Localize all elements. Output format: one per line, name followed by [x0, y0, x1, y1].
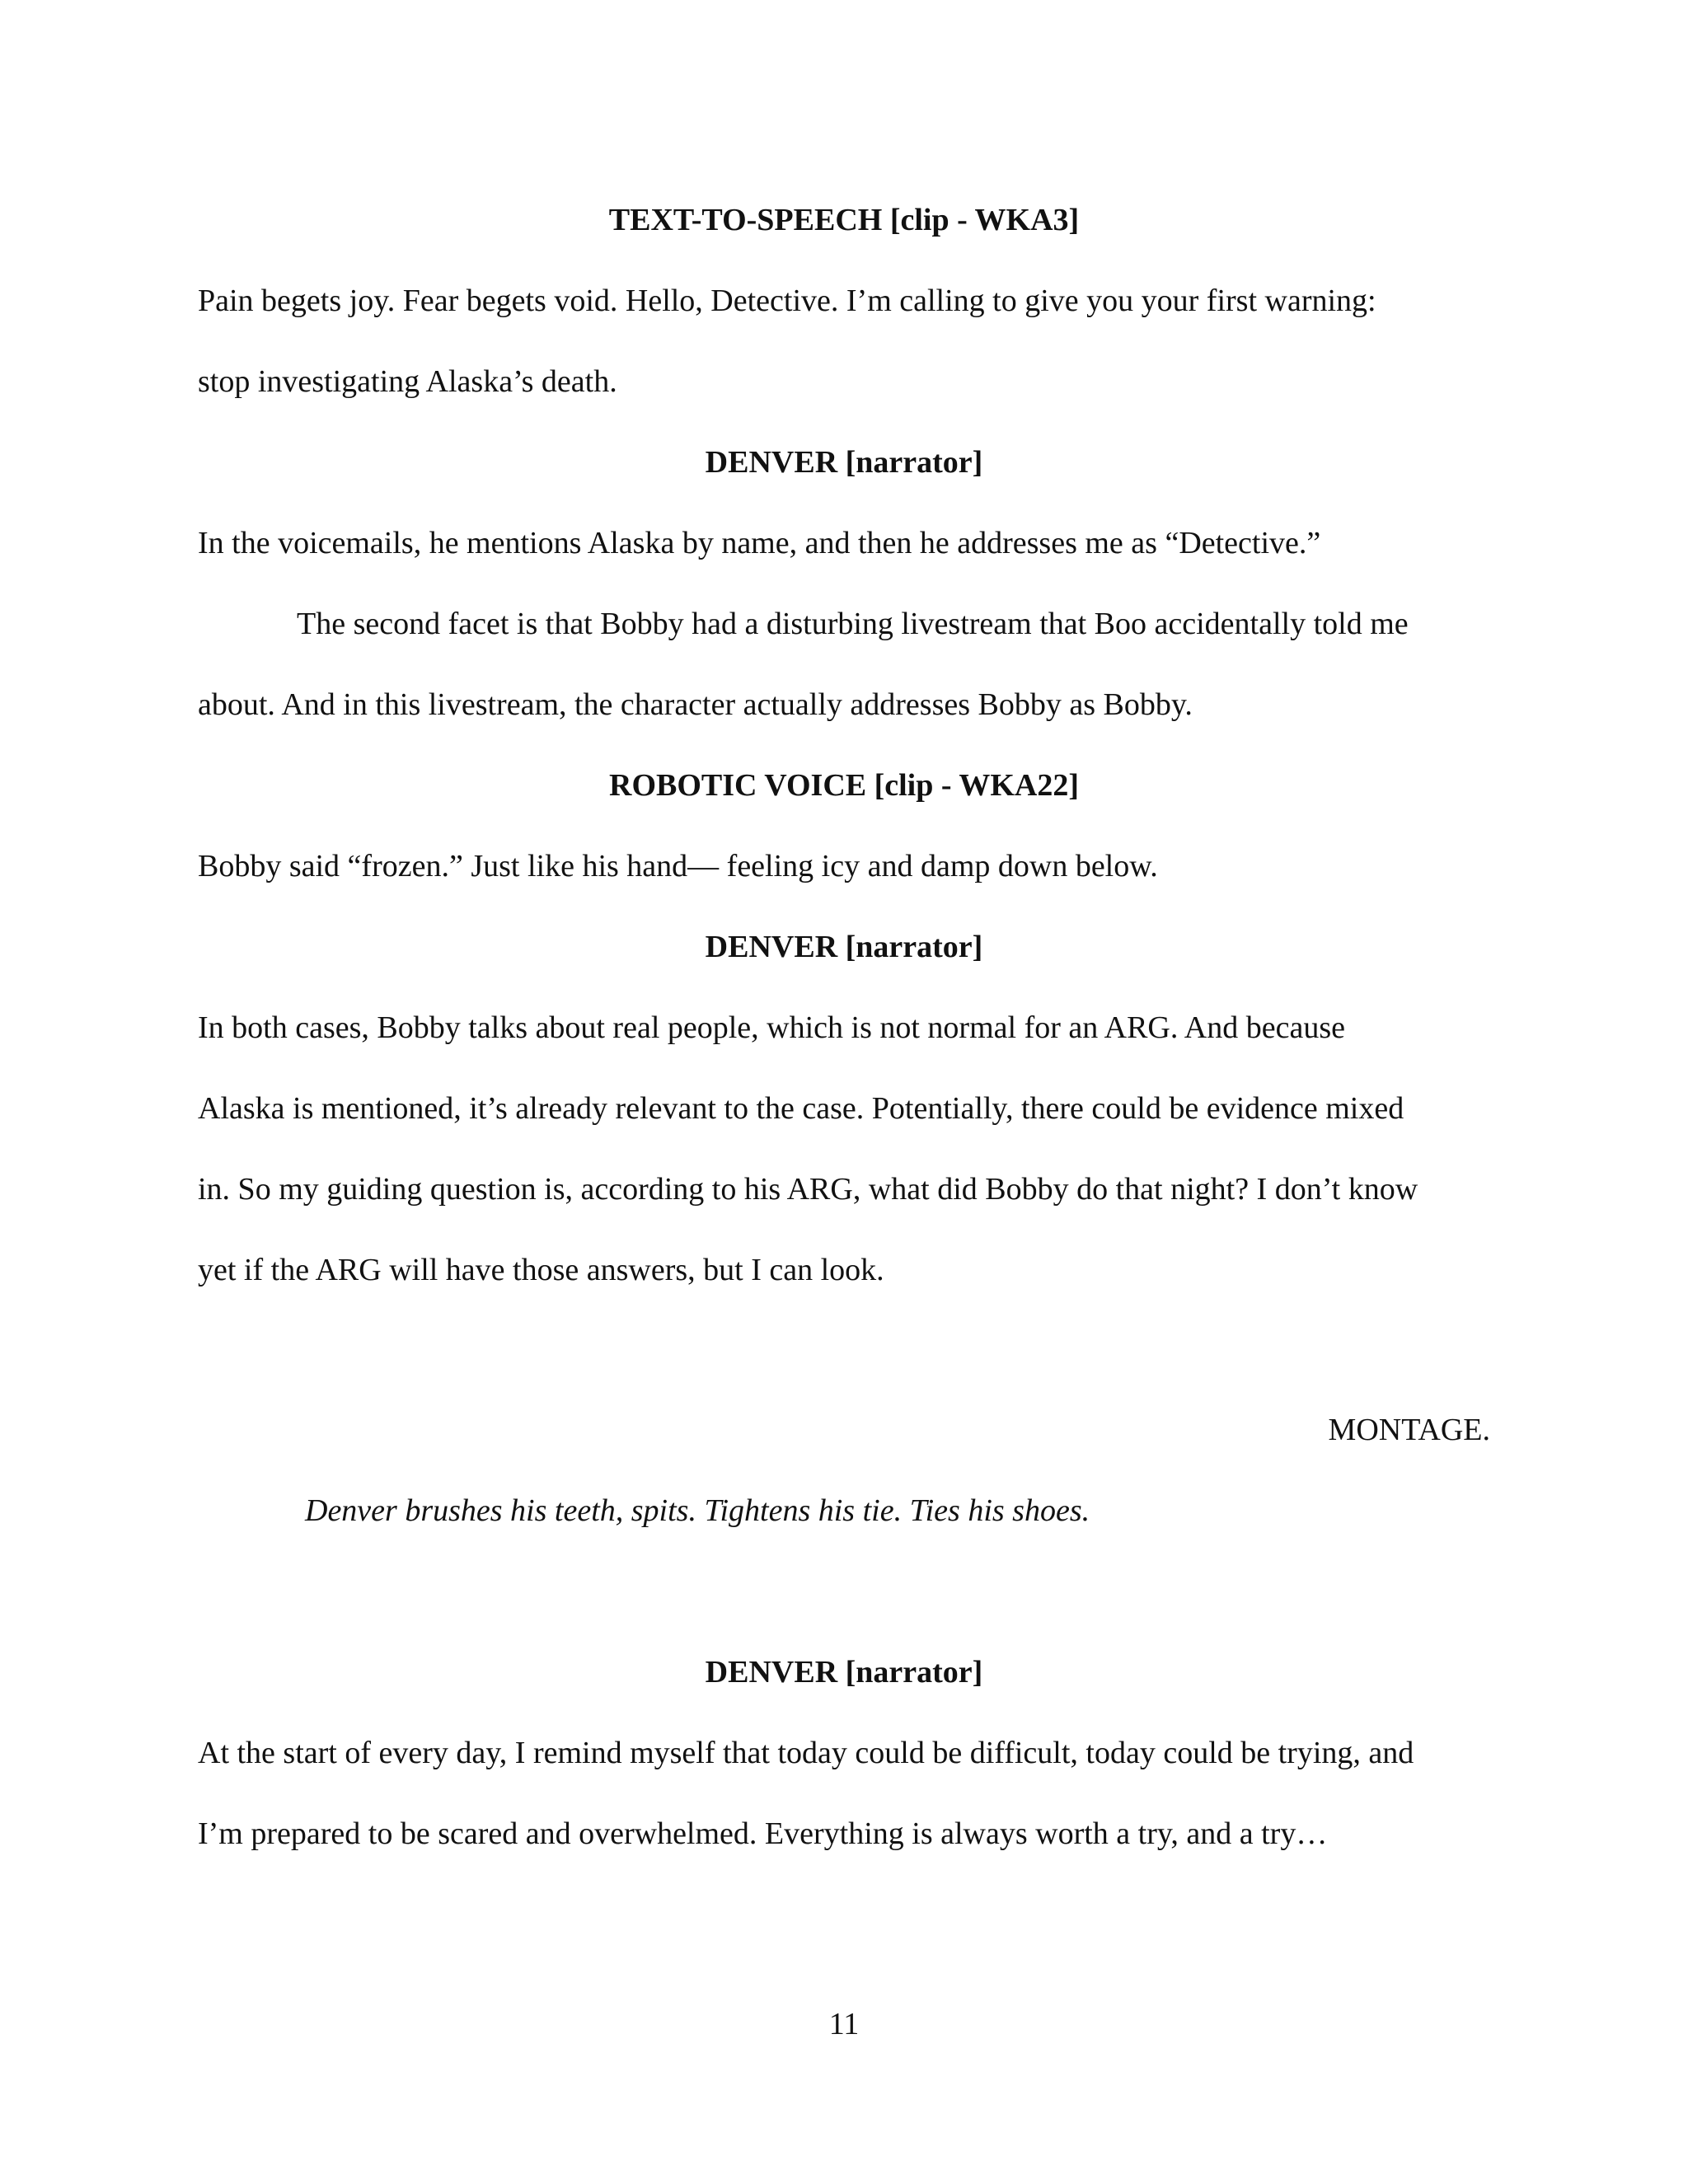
character-heading-robotic-voice: ROBOTIC VOICE [clip - WKA22]: [609, 768, 1079, 803]
action-line: Denver brushes his teeth, spits. Tightens his tie. Ties his shoes.: [305, 1493, 1090, 1528]
dialogue-line: yet if the ARG will have those answers, but I can look.: [198, 1253, 884, 1287]
character-heading-denver: DENVER [narrator]: [705, 930, 983, 964]
dialogue-line: I’m prepared to be scared and overwhelmed. Everything is always worth a try, and a try…: [198, 1816, 1328, 1851]
transition-montage: MONTAGE.: [1328, 1413, 1490, 1447]
dialogue-line: in. So my guiding question is, according to his ARG, what did Bobby do that night? I don’t know: [198, 1172, 1418, 1207]
dialogue-line: At the start of every day, I remind myself that today could be difficult, today could be trying, and: [198, 1736, 1414, 1770]
dialogue-line: Pain begets joy. Fear begets void. Hello, Detective. I’m calling to give you your first warning:: [198, 284, 1376, 318]
dialogue-line: Bobby said “frozen.” Just like his hand— feeling icy and damp down below.: [198, 849, 1158, 883]
character-heading-denver: DENVER [narrator]: [705, 1655, 983, 1690]
dialogue-line: Alaska is mentioned, it’s already relevant to the case. Potentially, there could be evidence mixed: [198, 1091, 1404, 1126]
dialogue-line: In the voicemails, he mentions Alaska by name, and then he addresses me as “Detective.”: [198, 526, 1321, 560]
dialogue-line: The second facet is that Bobby had a disturbing livestream that Boo accidentally told me: [297, 607, 1409, 641]
character-heading-text-to-speech: TEXT-TO-SPEECH [clip - WKA3]: [608, 203, 1080, 237]
dialogue-line: stop investigating Alaska’s death.: [198, 364, 617, 399]
character-heading-denver: DENVER [narrator]: [705, 445, 983, 480]
dialogue-line: about. And in this livestream, the character actually addresses Bobby as Bobby.: [198, 687, 1193, 722]
dialogue-line: In both cases, Bobby talks about real people, which is not normal for an ARG. And because: [198, 1010, 1345, 1045]
page-number: 11: [828, 2007, 860, 2041]
